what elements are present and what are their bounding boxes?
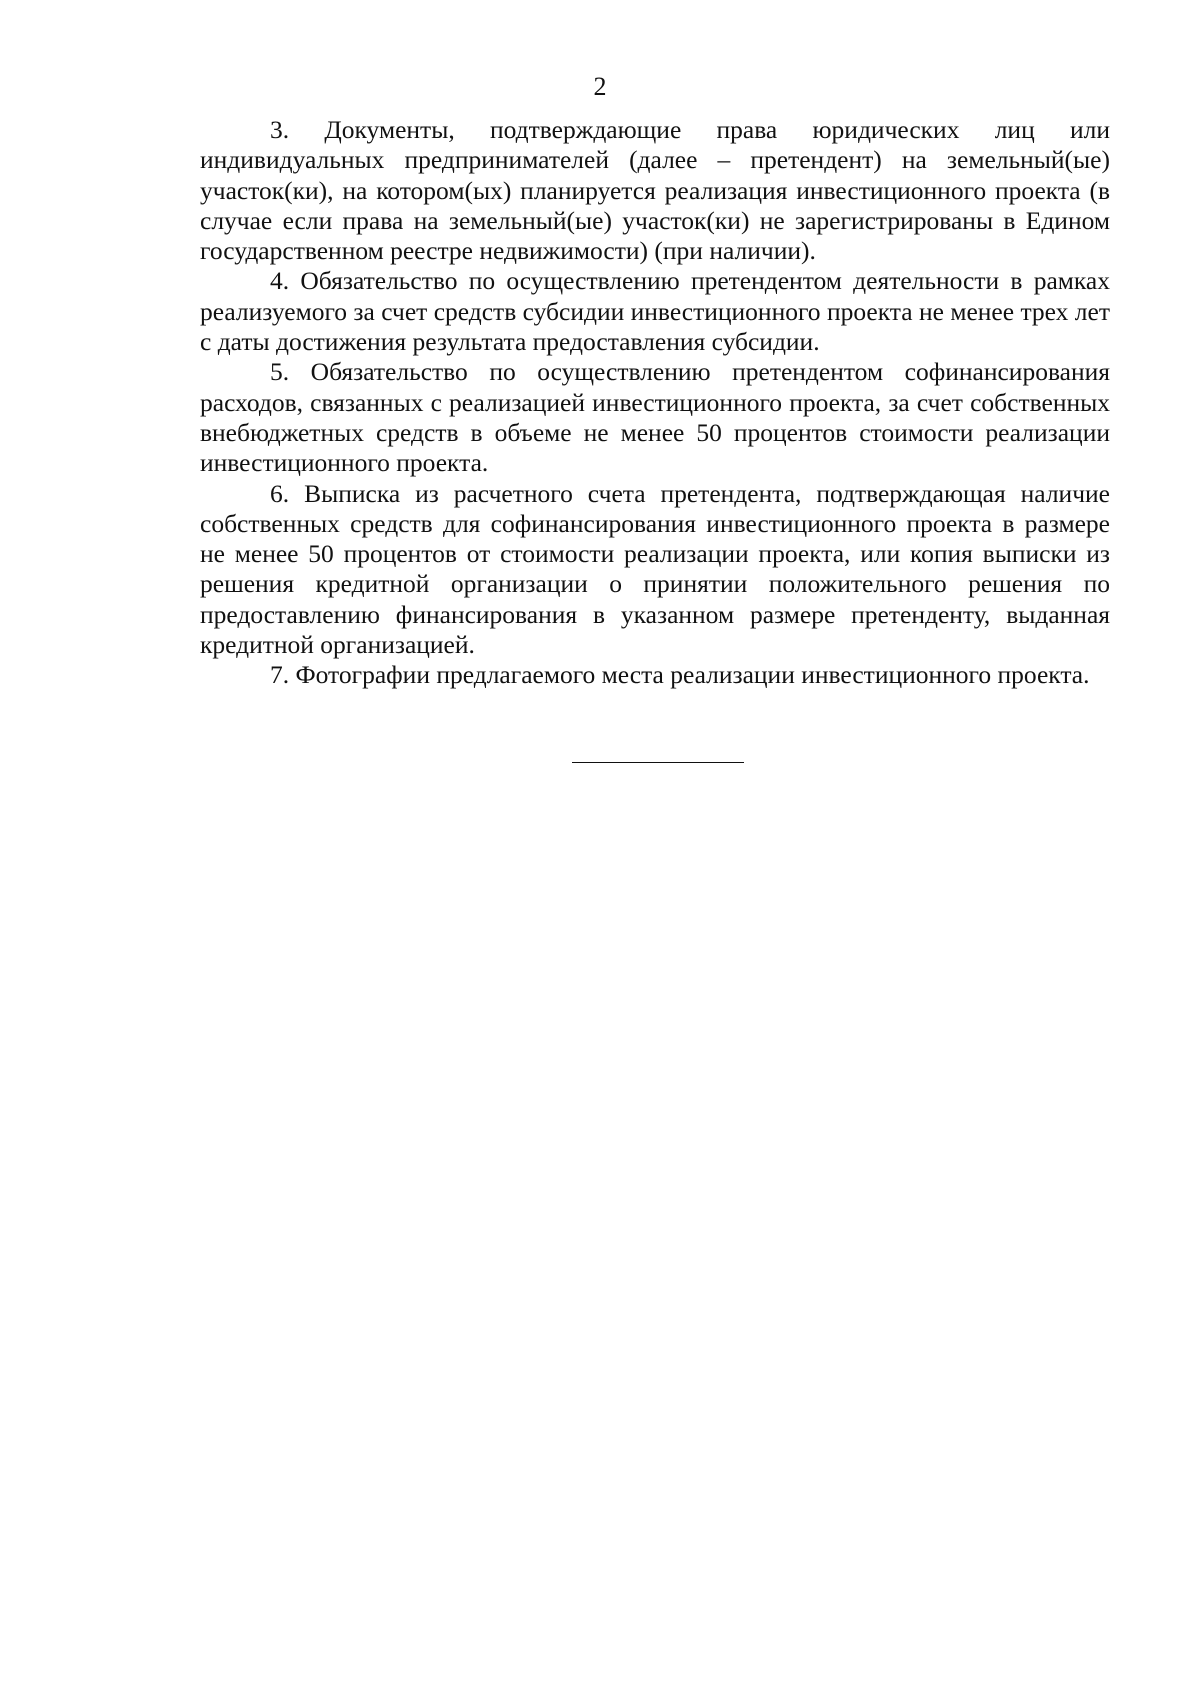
end-of-document-separator <box>572 762 744 763</box>
list-item-7: 7. Фотографии предлагаемого места реализации инвестиционного проекта. <box>270 660 1090 690</box>
list-item-3: 3. Документы, подтверждающие права юридических лиц или индивидуальных предпринимателей (далее – претендент) на земельный(ые) участок(ки), на котором(ых) планируется реализация инвестиционного проекта (в случае если права на земельный(ые) участок(ки) не зарегистрированы в Едином государственном реестре недвижимости) (при наличии). <box>200 115 1110 266</box>
list-item-4: 4. Обязательство по осуществлению претендентом деятельности в рамках реализуемого за счет средств субсидии инвестиционного проекта не менее трех лет с даты достижения результата предоставления субсидии. <box>200 266 1110 357</box>
list-item-5: 5. Обязательство по осуществлению претендентом софинансирования расходов, связанных с реализацией инвестиционного проекта, за счет собственных внебюджетных средств в объеме не менее 50 процентов стоимости реализации инвестиционного проекта. <box>200 357 1110 478</box>
list-item-6: 6. Выписка из расчетного счета претендента, подтверждающая наличие собственных средств для софинансирования инвестиционного проекта в размере не менее 50 процентов от стоимости реализации проекта, или копия выписки из решения кредитной организации о принятии положительного решения по предоставлению финансирования в указанном размере претенденту, выданная кредитной организацией. <box>200 478 1110 660</box>
page-number: 2 <box>593 72 607 101</box>
document-body <box>200 115 1110 691</box>
